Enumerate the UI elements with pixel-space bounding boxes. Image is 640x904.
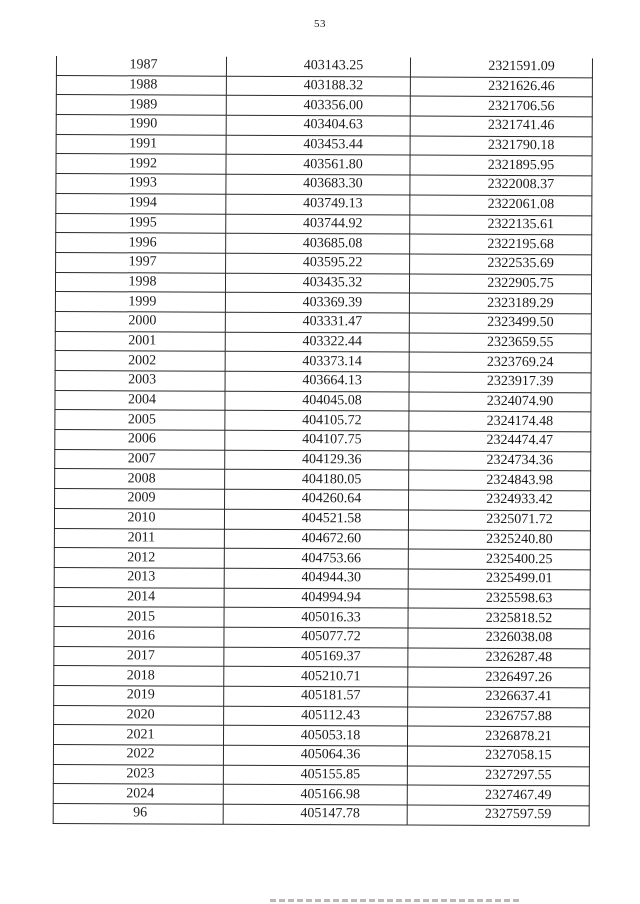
year-cell: 2004 bbox=[55, 390, 225, 410]
x-coordinate-cell: 404129.36 bbox=[225, 450, 409, 470]
y-coordinate-cell: 2324843.98 bbox=[409, 470, 591, 490]
year-cell: 2013 bbox=[54, 567, 224, 587]
year-cell: 1989 bbox=[56, 95, 226, 115]
x-coordinate-cell: 403664.13 bbox=[225, 371, 409, 391]
y-coordinate-cell: 2325499.01 bbox=[408, 569, 590, 589]
table-row bbox=[54, 548, 590, 570]
y-coordinate-cell: 2323659.55 bbox=[409, 333, 591, 353]
x-coordinate-cell: 403373.14 bbox=[225, 352, 409, 372]
y-coordinate-cell: 2321741.46 bbox=[410, 116, 592, 136]
table-row bbox=[55, 449, 591, 471]
coordinate-table-container bbox=[53, 56, 592, 826]
y-coordinate-cell: 2322195.68 bbox=[410, 234, 592, 254]
x-coordinate-cell: 405155.85 bbox=[223, 765, 407, 785]
x-coordinate-cell: 405169.37 bbox=[224, 647, 408, 667]
year-cell: 2012 bbox=[54, 548, 224, 568]
year-cell: 2017 bbox=[54, 646, 224, 666]
year-cell: 2011 bbox=[54, 528, 224, 548]
table-row bbox=[54, 567, 590, 589]
x-coordinate-cell: 405053.18 bbox=[223, 726, 407, 746]
table-row bbox=[56, 193, 592, 215]
y-coordinate-cell: 2325400.25 bbox=[408, 549, 590, 569]
y-coordinate-cell: 2327058.15 bbox=[407, 746, 589, 766]
x-coordinate-cell: 403685.08 bbox=[226, 233, 410, 253]
year-cell: 1991 bbox=[56, 134, 226, 154]
table-row bbox=[53, 784, 589, 806]
x-coordinate-cell: 403188.32 bbox=[226, 76, 410, 96]
x-coordinate-cell: 403744.92 bbox=[226, 214, 410, 234]
table-row bbox=[54, 587, 590, 609]
x-coordinate-cell: 404753.66 bbox=[224, 548, 408, 568]
y-coordinate-cell: 2325598.63 bbox=[408, 589, 590, 609]
y-coordinate-cell: 2322135.61 bbox=[410, 215, 592, 235]
y-coordinate-cell: 2324734.36 bbox=[409, 451, 591, 471]
year-cell: 2008 bbox=[55, 469, 225, 489]
table-row bbox=[56, 174, 592, 196]
table-row bbox=[56, 75, 592, 97]
year-cell: 2001 bbox=[55, 331, 225, 351]
x-coordinate-cell: 403369.39 bbox=[225, 292, 409, 312]
x-coordinate-cell: 404045.08 bbox=[225, 391, 409, 411]
table-row bbox=[55, 311, 591, 333]
y-coordinate-cell: 2321591.09 bbox=[410, 58, 592, 78]
table-row bbox=[55, 351, 591, 373]
year-cell: 1992 bbox=[56, 154, 226, 174]
y-coordinate-cell: 2321706.56 bbox=[410, 96, 592, 116]
year-cell: 2023 bbox=[53, 764, 223, 784]
year-cell: 2020 bbox=[54, 705, 224, 725]
y-coordinate-cell: 2327597.59 bbox=[407, 805, 589, 825]
x-coordinate-cell: 405181.57 bbox=[224, 686, 408, 706]
year-cell: 1987 bbox=[56, 56, 226, 76]
table-row bbox=[55, 370, 591, 392]
table-row bbox=[56, 134, 592, 156]
year-cell: 2024 bbox=[53, 784, 223, 804]
table-row bbox=[55, 430, 591, 452]
x-coordinate-cell: 405016.33 bbox=[224, 607, 408, 627]
year-cell: 2005 bbox=[55, 410, 225, 430]
table-row bbox=[56, 252, 592, 274]
y-coordinate-cell: 2323917.39 bbox=[409, 372, 591, 392]
x-coordinate-cell: 403683.30 bbox=[226, 174, 410, 194]
table-row bbox=[56, 233, 592, 255]
table-row bbox=[56, 95, 592, 117]
table-row bbox=[54, 508, 590, 530]
y-coordinate-cell: 2323769.24 bbox=[409, 352, 591, 372]
x-coordinate-cell: 403331.47 bbox=[225, 312, 409, 332]
x-coordinate-cell: 405112.43 bbox=[224, 706, 408, 726]
table-row bbox=[56, 115, 592, 137]
table-row bbox=[55, 292, 591, 314]
table-row bbox=[54, 685, 590, 707]
coordinate-table bbox=[53, 56, 593, 826]
y-coordinate-cell: 2325071.72 bbox=[408, 510, 590, 530]
x-coordinate-cell: 404994.94 bbox=[224, 588, 408, 608]
year-cell: 1997 bbox=[56, 252, 226, 272]
table-row bbox=[56, 154, 592, 176]
table-row bbox=[54, 528, 590, 550]
year-cell: 2016 bbox=[54, 626, 224, 646]
year-cell: 2015 bbox=[54, 607, 224, 627]
coordinate-table-body bbox=[53, 56, 592, 826]
y-coordinate-cell: 2324474.47 bbox=[409, 431, 591, 451]
year-cell: 1988 bbox=[56, 75, 226, 95]
table-row bbox=[55, 331, 591, 353]
year-cell: 2007 bbox=[55, 449, 225, 469]
year-cell: 96 bbox=[53, 804, 223, 824]
y-coordinate-cell: 2321895.95 bbox=[410, 155, 592, 175]
year-cell: 2010 bbox=[54, 508, 224, 528]
y-coordinate-cell: 2326878.21 bbox=[407, 726, 589, 746]
table-row bbox=[56, 213, 592, 235]
table-row bbox=[55, 272, 591, 294]
year-cell: 1998 bbox=[55, 272, 225, 292]
table-row bbox=[55, 410, 591, 432]
x-coordinate-cell: 405210.71 bbox=[224, 667, 408, 687]
x-coordinate-cell: 403404.63 bbox=[226, 115, 410, 135]
y-coordinate-cell: 2325240.80 bbox=[408, 530, 590, 550]
y-coordinate-cell: 2322535.69 bbox=[410, 254, 592, 274]
x-coordinate-cell: 403561.80 bbox=[226, 155, 410, 175]
x-coordinate-cell: 404521.58 bbox=[224, 509, 408, 529]
table-row bbox=[54, 607, 590, 629]
year-cell: 2003 bbox=[55, 370, 225, 390]
x-coordinate-cell: 405166.98 bbox=[223, 785, 407, 805]
y-coordinate-cell: 2323189.29 bbox=[409, 293, 591, 313]
x-coordinate-cell: 403322.44 bbox=[225, 332, 409, 352]
year-cell: 1993 bbox=[56, 174, 226, 194]
y-coordinate-cell: 2324074.90 bbox=[409, 392, 591, 412]
table-row bbox=[55, 390, 591, 412]
year-cell: 1995 bbox=[56, 213, 226, 233]
x-coordinate-cell: 403595.22 bbox=[226, 253, 410, 273]
y-coordinate-cell: 2326637.41 bbox=[408, 687, 590, 707]
x-coordinate-cell: 404260.64 bbox=[225, 489, 409, 509]
y-coordinate-cell: 2326497.26 bbox=[408, 667, 590, 687]
year-cell: 2018 bbox=[54, 666, 224, 686]
y-coordinate-cell: 2321626.46 bbox=[410, 77, 592, 97]
x-coordinate-cell: 403143.25 bbox=[226, 57, 410, 77]
y-coordinate-cell: 2323499.50 bbox=[409, 313, 591, 333]
y-coordinate-cell: 2322905.75 bbox=[409, 274, 591, 294]
x-coordinate-cell: 404944.30 bbox=[224, 568, 408, 588]
year-cell: 2006 bbox=[55, 430, 225, 450]
x-coordinate-cell: 405147.78 bbox=[223, 804, 407, 824]
y-coordinate-cell: 2322008.37 bbox=[410, 175, 592, 195]
year-cell: 2022 bbox=[53, 745, 223, 765]
table-row bbox=[55, 469, 591, 491]
x-coordinate-cell: 404180.05 bbox=[225, 470, 409, 490]
table-row bbox=[54, 705, 590, 727]
y-coordinate-cell: 2326757.88 bbox=[408, 707, 590, 727]
x-coordinate-cell: 405064.36 bbox=[223, 745, 407, 765]
y-coordinate-cell: 2322061.08 bbox=[410, 195, 592, 215]
year-cell: 1994 bbox=[56, 193, 226, 213]
x-coordinate-cell: 403453.44 bbox=[226, 135, 410, 155]
year-cell: 2021 bbox=[53, 725, 223, 745]
table-row bbox=[54, 646, 590, 668]
y-coordinate-cell: 2327467.49 bbox=[407, 785, 589, 805]
y-coordinate-cell: 2326287.48 bbox=[408, 648, 590, 668]
table-row bbox=[53, 764, 589, 786]
y-coordinate-cell: 2321790.18 bbox=[410, 136, 592, 156]
x-coordinate-cell: 404107.75 bbox=[225, 430, 409, 450]
x-coordinate-cell: 404105.72 bbox=[225, 411, 409, 431]
y-coordinate-cell: 2324174.48 bbox=[409, 411, 591, 431]
x-coordinate-cell: 404672.60 bbox=[224, 529, 408, 549]
year-cell: 2014 bbox=[54, 587, 224, 607]
y-coordinate-cell: 2326038.08 bbox=[408, 628, 590, 648]
year-cell: 2002 bbox=[55, 351, 225, 371]
year-cell: 2019 bbox=[54, 685, 224, 705]
table-row bbox=[53, 725, 589, 747]
y-coordinate-cell: 2324933.42 bbox=[409, 490, 591, 510]
year-cell: 1990 bbox=[56, 115, 226, 135]
table-row bbox=[53, 804, 589, 826]
table-row bbox=[53, 745, 589, 767]
year-cell: 1999 bbox=[55, 292, 225, 312]
y-coordinate-cell: 2327297.55 bbox=[407, 766, 589, 786]
year-cell: 1996 bbox=[56, 233, 226, 253]
table-row bbox=[54, 666, 590, 688]
table-row bbox=[56, 56, 592, 78]
x-coordinate-cell: 403749.13 bbox=[226, 194, 410, 214]
scan-footer-mark bbox=[270, 899, 520, 902]
x-coordinate-cell: 403356.00 bbox=[226, 96, 410, 116]
table-row bbox=[54, 626, 590, 648]
year-cell: 2000 bbox=[55, 311, 225, 331]
page-number: 53 bbox=[314, 18, 326, 30]
year-cell: 2009 bbox=[55, 489, 225, 509]
y-coordinate-cell: 2325818.52 bbox=[408, 608, 590, 628]
x-coordinate-cell: 405077.72 bbox=[224, 627, 408, 647]
x-coordinate-cell: 403435.32 bbox=[225, 273, 409, 293]
table-row bbox=[55, 489, 591, 511]
